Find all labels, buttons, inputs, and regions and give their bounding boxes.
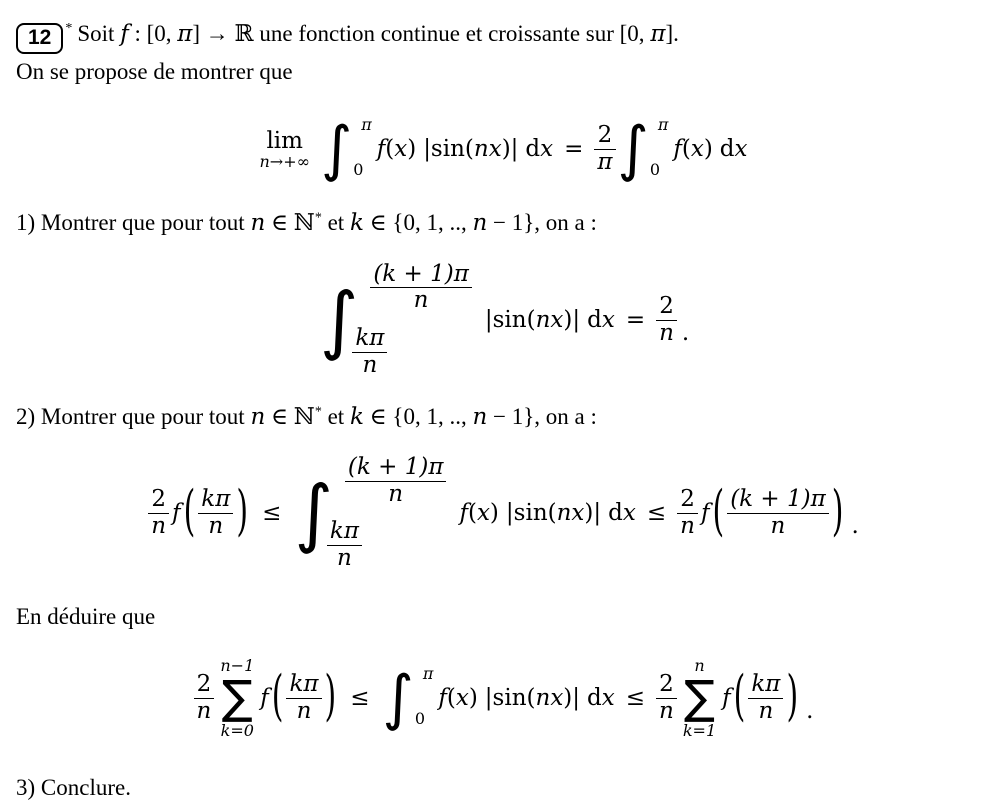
lower-limit-0: 0 [414, 709, 425, 729]
lim-word: lim [266, 128, 303, 155]
big-paren-left: ( [712, 480, 725, 544]
nstar-superscript: * [314, 404, 322, 420]
numerator: 2 [659, 671, 674, 698]
denominator: n [659, 319, 674, 346]
abs-sin-close: )| [501, 136, 519, 163]
f-symbol: f [722, 685, 731, 712]
x-symbol: x [601, 307, 615, 334]
left-paren: ( [446, 685, 456, 712]
f-symbol: f [459, 500, 468, 527]
equals-sign: = [564, 136, 584, 163]
numerator: kπ [329, 518, 359, 545]
d-symbol: d [587, 307, 602, 334]
denominator: n [413, 287, 429, 314]
d-symbol: d [525, 136, 541, 163]
upper-limit-pi: π [422, 664, 434, 684]
f-symbol: f [120, 21, 129, 47]
denominator: n [680, 512, 695, 539]
fraction-2-n [148, 487, 169, 540]
propose-line: On se propose de montrer que [16, 59, 293, 85]
intro-line [16, 18, 991, 54]
deduce-line: En déduire que [16, 604, 156, 630]
lim-subscript [259, 154, 309, 170]
question-text: ∈ ℕ [265, 404, 315, 430]
numerator: 2 [196, 671, 212, 698]
equals-sign: = [625, 307, 646, 334]
fraction-2-pi [594, 123, 615, 176]
abs-sin-close: )| [584, 500, 602, 527]
fraction-2-n [656, 672, 677, 725]
fraction-2-n [677, 487, 698, 540]
x-symbol: x [394, 136, 408, 163]
denominator: n [758, 697, 774, 724]
x-symbol: x [540, 136, 554, 163]
question-text: Montrer que pour tout [35, 210, 251, 236]
right-paren: ) [468, 685, 478, 712]
sum-k1-to-n [682, 655, 717, 740]
formula-main [16, 103, 991, 195]
abs-sin-open: |sin( [505, 500, 557, 527]
limit-operator [259, 128, 309, 170]
integral-sign: ∫ [294, 470, 333, 557]
lim-sub-var: n [259, 152, 270, 172]
conclude-line: 3) Conclure. [16, 775, 131, 801]
x-symbol: x [601, 685, 615, 712]
fraction-2-n [656, 294, 677, 347]
f-symbol: f [172, 500, 181, 527]
numerator: kπ [751, 671, 781, 698]
integral-0-pi [382, 663, 434, 734]
sum-lower: k=0 [220, 720, 254, 740]
abs-sin-open: |sin( [423, 136, 474, 163]
question-text: Montrer que pour tout [35, 404, 251, 430]
integral-0-pi [320, 114, 372, 185]
question-text: − 1}, on a : [487, 404, 597, 430]
upper-limit-pi: π [361, 115, 372, 135]
question-1-line [16, 207, 991, 239]
intro-text-b: : [0, [128, 21, 178, 46]
abs-sin-open: |sin( [484, 685, 536, 712]
denominator: n [388, 480, 404, 507]
period: . [681, 320, 690, 347]
numerator: 2 [597, 121, 613, 148]
left-paren: ( [681, 136, 691, 163]
big-paren-left: ( [271, 665, 284, 729]
sum-sign: ∑ [221, 669, 253, 724]
big-paren-right: ) [324, 665, 337, 729]
integral-limits [414, 666, 434, 730]
denominator: n [296, 697, 312, 724]
denominator: n [362, 351, 378, 378]
period: . [851, 513, 859, 540]
numerator: kπ [289, 671, 319, 698]
n-symbol: n [250, 210, 266, 237]
integral-limits [649, 117, 669, 181]
n-symbol: n [472, 404, 488, 431]
x-symbol: x [734, 136, 748, 163]
right-paren: ) [489, 500, 499, 527]
question-text: et [321, 210, 350, 236]
integral-sign: ∫ [382, 663, 414, 734]
sum-upper: n−1 [220, 655, 255, 675]
intro-text-d: ]. [665, 21, 679, 46]
period: . [806, 698, 814, 725]
nx-symbol: nx [535, 685, 564, 712]
question-text: ∈ {0, 1, .., [363, 404, 473, 430]
integral-limits [355, 260, 472, 379]
denominator: π [597, 148, 613, 175]
x-symbol: x [455, 685, 469, 712]
upper-limit-fraction [345, 455, 447, 508]
lower-limit-fraction [327, 519, 362, 572]
upper-limit-fraction [370, 262, 472, 315]
fraction-k1pi-n [727, 487, 829, 540]
denominator: n [151, 512, 167, 539]
lim-sub-arrow: →+∞ [269, 152, 310, 172]
right-paren: ) [703, 136, 713, 163]
formula-q1 [16, 245, 991, 395]
formula-deduce [16, 640, 991, 756]
f-symbol: f [673, 136, 682, 163]
upper-limit-pi: π [657, 115, 669, 135]
fraction-2-n [194, 672, 215, 725]
sum-sign: ∑ [684, 669, 715, 724]
leq-sign: ≤ [262, 500, 282, 527]
question-text: − 1}, on a : [487, 210, 597, 236]
question-number: 1) [16, 210, 36, 236]
fraction-kpi-n [198, 487, 233, 540]
denominator: n [659, 697, 674, 724]
x-symbol: x [622, 500, 636, 527]
fraction-kpi-n [286, 672, 321, 725]
numerator: kπ [355, 325, 385, 352]
exercise-star: * [65, 21, 73, 36]
intro-text-c: ] → ℝ une fonction continue et croissante sur [0, [192, 21, 651, 46]
denominator: n [196, 697, 212, 724]
integral-sign: ∫ [319, 277, 359, 364]
k-symbol: k [349, 404, 364, 431]
question-2-line [16, 401, 991, 433]
d-symbol: d [719, 136, 735, 163]
leq-sign: ≤ [646, 500, 667, 527]
numerator: (k + 1)π [373, 260, 469, 287]
formula-q2 [16, 437, 991, 589]
abs-sin-close: )| [563, 685, 581, 712]
lower-limit-fraction [352, 326, 387, 379]
integral-limits [329, 453, 447, 572]
right-paren: ) [407, 136, 417, 163]
nx-symbol: nx [473, 136, 502, 163]
integral-sign: ∫ [617, 114, 649, 185]
question-text: et [321, 404, 350, 430]
n-symbol: n [250, 404, 266, 431]
abs-sin-close: )| [563, 307, 581, 334]
intro-text-a: Soit [77, 21, 121, 46]
n-symbol: n [472, 210, 488, 237]
integral-kpi-n [320, 262, 472, 379]
nx-symbol: nx [535, 307, 564, 334]
question-text: ∈ ℕ [265, 210, 315, 236]
big-paren-left: ( [183, 480, 196, 544]
sum-lower: k=1 [682, 720, 717, 740]
sum-upper: n [694, 655, 705, 675]
numerator: 2 [659, 292, 674, 319]
f-symbol: f [376, 136, 386, 163]
numerator: (k + 1)π [347, 453, 444, 480]
pi-symbol: π [177, 21, 193, 47]
fraction-kpi-n [748, 672, 783, 725]
f-symbol: f [700, 500, 710, 527]
f-symbol: f [438, 685, 447, 712]
x-symbol: x [690, 136, 704, 163]
d-symbol: d [587, 685, 602, 712]
question-text: ∈ {0, 1, .., [363, 210, 473, 236]
big-paren-right: ) [786, 665, 799, 729]
numerator: kπ [201, 486, 231, 513]
integral-kpi-n [294, 455, 446, 572]
numerator: (k + 1)π [730, 486, 826, 513]
denominator: n [337, 545, 352, 572]
question-number: 2) [16, 404, 36, 430]
exercise-number-box: 12 [16, 23, 63, 54]
integral-0-pi [617, 114, 669, 185]
pi-symbol: π [650, 21, 666, 47]
f-symbol: f [260, 685, 269, 712]
integral-limits [352, 117, 372, 181]
numerator: 2 [151, 486, 166, 513]
big-paren-left: ( [733, 665, 746, 729]
integral-sign: ∫ [320, 114, 353, 185]
x-symbol: x [476, 500, 490, 527]
denominator: n [208, 512, 224, 539]
leq-sign: ≤ [625, 685, 646, 712]
left-paren: ( [385, 136, 395, 163]
lower-limit-0: 0 [649, 160, 660, 180]
k-symbol: k [349, 210, 364, 237]
big-paren-right: ) [236, 480, 249, 544]
d-symbol: d [608, 500, 623, 527]
numerator: 2 [680, 486, 695, 513]
sum-k0-to-nm1 [220, 655, 255, 740]
big-paren-right: ) [831, 480, 844, 544]
nstar-superscript: * [314, 210, 322, 226]
nx-symbol: nx [556, 500, 585, 527]
left-paren: ( [467, 500, 477, 527]
lower-limit-0: 0 [353, 160, 364, 180]
leq-sign: ≤ [350, 685, 370, 712]
abs-sin-open: |sin( [484, 307, 536, 334]
denominator: n [770, 512, 786, 539]
